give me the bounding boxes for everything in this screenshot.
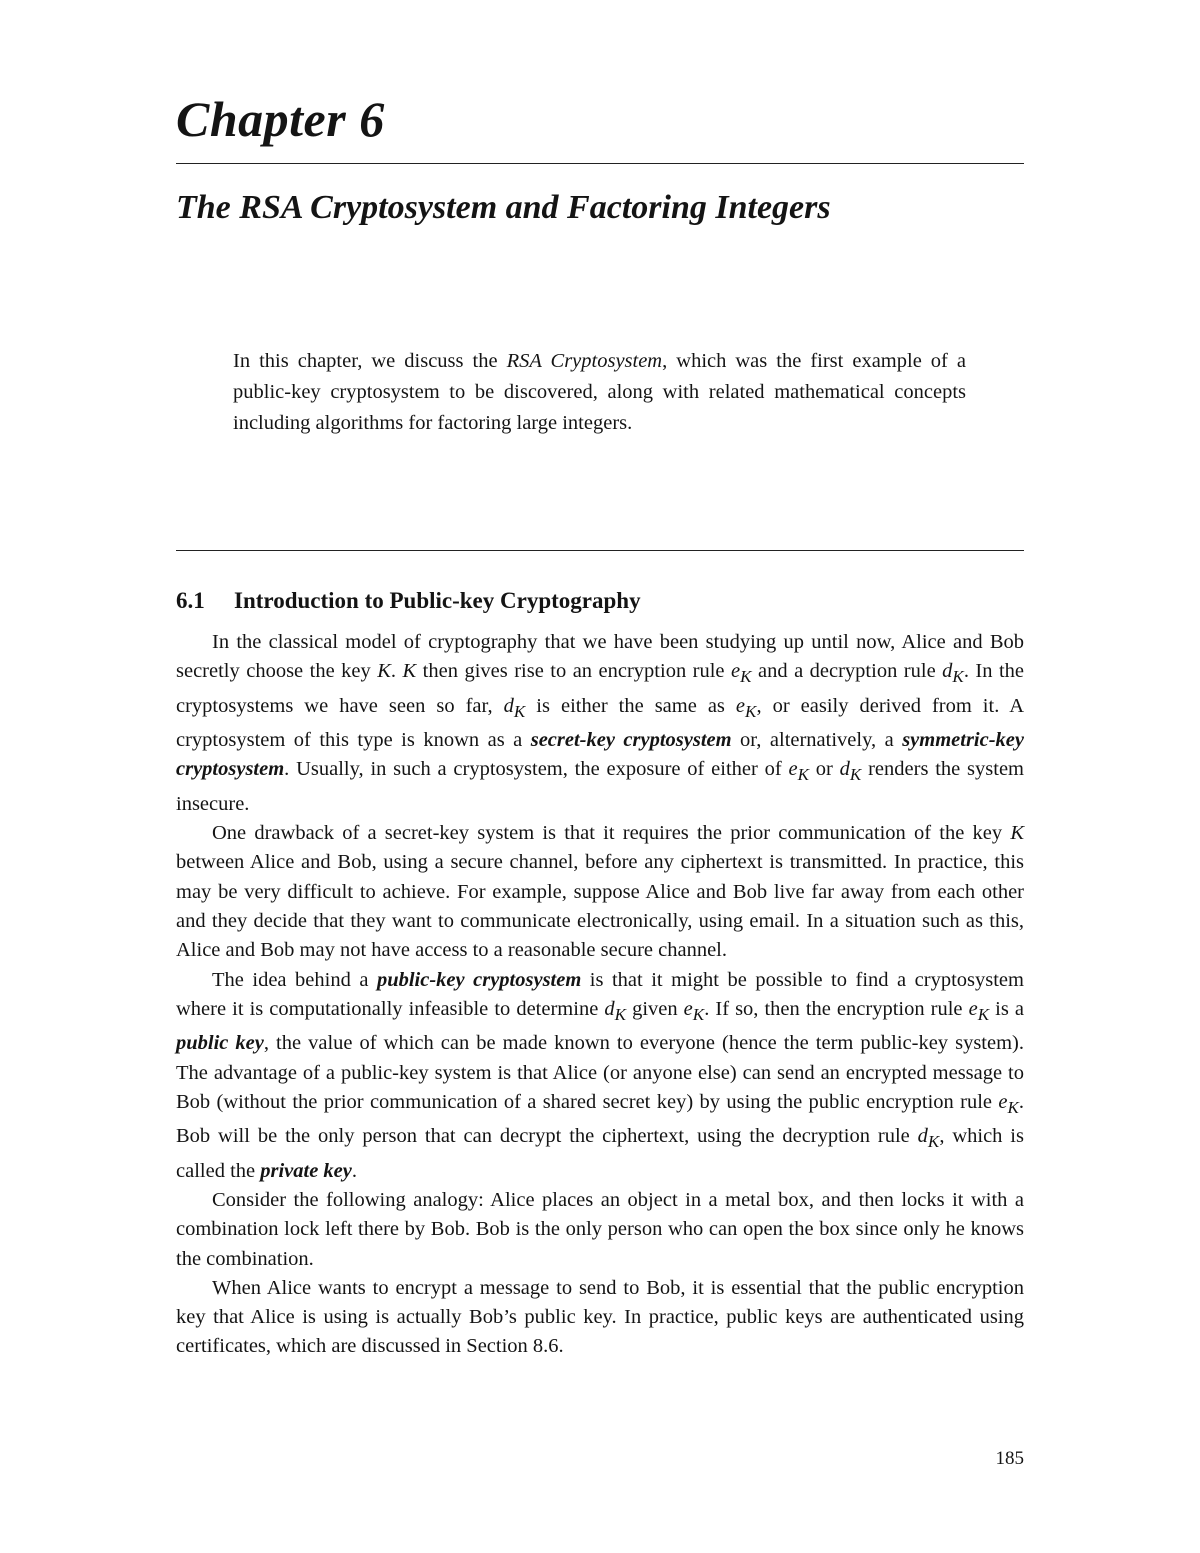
page-number: 185 [995,1448,1024,1469]
section-number: 6.1 [176,588,205,613]
math-subscript: K [692,1004,705,1024]
math-subscript: K [745,701,757,721]
chapter-label: Chapter 6 [176,91,385,147]
math-subscript: K [614,1004,627,1024]
defined-term: symmetric-key cryptosystem [176,729,1024,781]
math-var: e [683,997,693,1020]
chapter-rule-top [176,163,1024,164]
defined-term: private key [260,1159,352,1182]
section-heading [176,586,641,616]
text-run: or [809,758,840,781]
math-subscript: K [1007,1097,1019,1117]
math-var: d [503,694,514,717]
chapter-abstract [233,346,966,439]
math-var: e [731,660,741,683]
text-run: . In the cryptosystems we have seen so far, [176,660,1025,717]
text-run: and a decryption rule [751,660,943,683]
text-run: The idea behind a [212,968,377,991]
text-run: , or easily derived from it. A cryptosystem of this type is known as a [176,694,1024,752]
defined-term: public key [176,1032,264,1055]
text-run: or, alternatively, a [731,729,903,752]
text-run: then gives rise to an encryption rule [416,660,732,683]
math-subscript: K [952,667,964,687]
math-subscript: K [977,1004,990,1024]
math-var: K [402,660,417,683]
math-var: e [998,1090,1008,1113]
defined-term: public-key cryptosystem [376,968,582,991]
math-subscript: K [797,765,809,785]
section-body [176,628,1024,1362]
text-run: In the classical model of cryptography that we have been studying up until now, Alice and Bob secretly choose the key [176,631,1024,683]
math-subscript: K [849,765,862,785]
text-run: given [626,997,684,1020]
math-var: e [788,758,798,781]
math-subscript: K [927,1132,940,1152]
text-run: . Bob will be the only person that can decrypt the ciphertext, using the decryption rule [176,1090,1024,1148]
abstract-text: In this chapter, we discuss the [233,350,507,372]
paragraph-drawback [176,819,1024,965]
paragraph-analogy [176,1186,1024,1274]
math-subscript: K [513,701,526,721]
math-var: e [735,694,746,717]
paragraph-public-key [176,966,1024,1186]
text-run: is that it might be possible to find a cryptosystem where it is computationally infeasible to determine [176,968,1024,1020]
text-run: is either the same as [525,694,736,717]
section-divider [176,550,1024,551]
abstract-text: , which was the first example of a public-key cryptosystem to be discovered, along with related mathematical concepts including algorithms for factoring large integers. [233,350,966,434]
math-var: d [917,1125,928,1148]
paragraph-secret-key [176,628,1024,819]
abstract-emphasis: RSA Cryptosystem [506,350,663,372]
text-run: . [390,660,403,683]
text-run: renders the system insecure. [176,758,1024,815]
math-var: d [604,997,615,1020]
text-run: , which is called the [176,1125,1024,1182]
text-run: One drawback of a secret-key system is that it requires the prior communication of the key [212,822,1011,845]
defined-term: secret-key cryptosystem [530,729,732,752]
text-run: . Usually, in such a cryptosystem, the exposure of either of [284,758,789,781]
text-run: . [351,1159,357,1182]
section-title: Introduction to Public-key Cryptography [234,588,641,613]
math-var: d [942,660,953,683]
math-var: K [377,660,391,683]
chapter-title: The RSA Cryptosystem and Factoring Integers [176,189,831,226]
paragraph-certificates [176,1274,1024,1362]
math-subscript: K [740,667,752,687]
math-var: e [968,997,978,1020]
text-run: When Alice wants to encrypt a message to send to Bob, it is essential that the public encryption key that Alice is using is actually Bob’s public key. In practice, public keys are authenticated using certificates, which are discussed in Section 8.6. [176,1276,1024,1358]
math-var: d [839,758,850,781]
text-run: between Alice and Bob, using a secure channel, before any ciphertext is transmitted. In practice, this may be very difficult to achieve. For example, suppose Alice and Bob live far away from each other and they decide that they want to communicate electronically, using email. In a situation such as this, Alice and Bob may not have access to a reasonable secure channel. [176,851,1024,962]
text-run: , the value of which can be made known to everyone (hence the term public-key system). The advantage of a public-key system is that Alice (or anyone else) can send an encrypted message to Bob (without the prior communication of a shared secret key) by using the public encryption rule [176,1032,1024,1113]
text-run: . If so, then the encryption rule [704,997,969,1020]
math-var: K [1010,822,1024,845]
text-run: Consider the following analogy: Alice places an object in a metal box, and then locks it with a combination lock left there by Bob. Bob is the only person who can open the box since only he knows the combination. [176,1188,1024,1270]
text-run: is a [989,997,1024,1020]
